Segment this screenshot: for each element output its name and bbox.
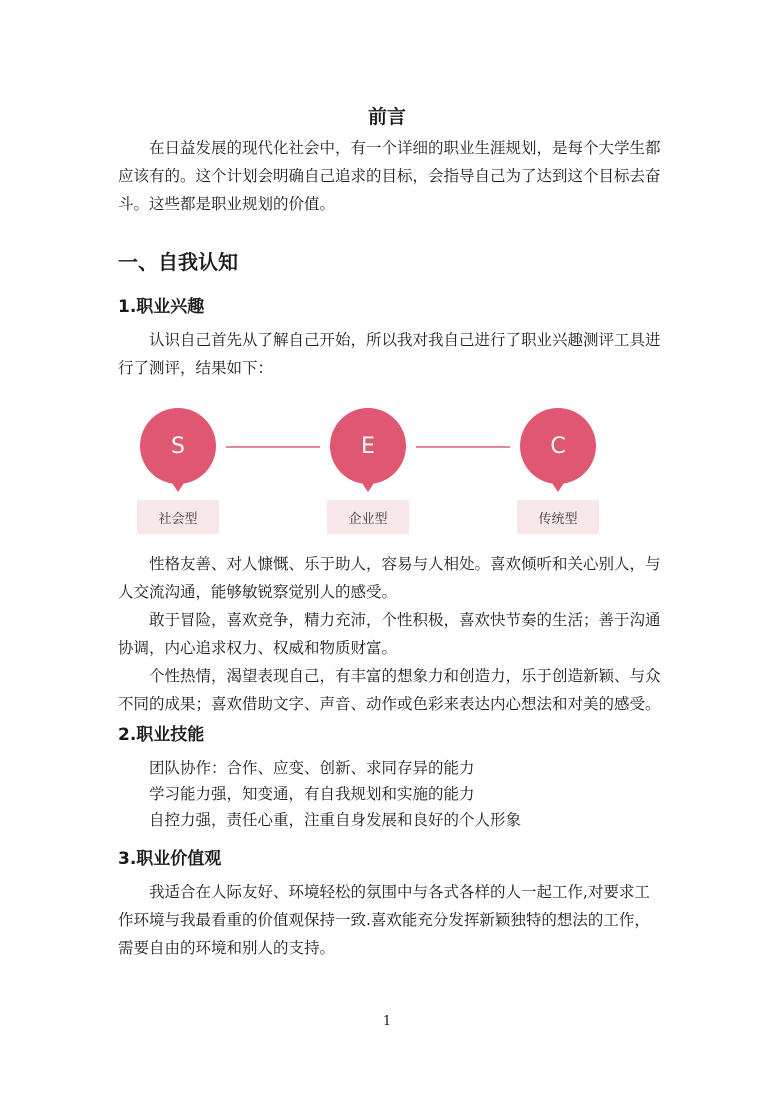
connector-line [416, 446, 510, 448]
page-title: 前言 [367, 106, 406, 128]
interest-node-e [330, 408, 406, 492]
node-label: 企业型 [327, 500, 409, 534]
interest-node-c [520, 408, 596, 492]
preface-paragraph: 在日益发展的现代化社会中，有一个详细的职业生涯规划，是每个大学生都应该有的。这个计划会明确自己追求的目标，会指导自己为了达到这个目标去奋斗。这些都是职业规划的价值。 [118, 139, 661, 213]
interest-description: 敢于冒险，喜欢竞争，精力充沛，个性积极，喜欢快节奏的生活；善于沟通协调，内心追求权力、权威和物质财富。 [118, 611, 661, 657]
values-paragraph: 我适合在人际友好、环境轻松的氛围中与各式各样的人一起工作,对要求工作环境与我最看重的价值观保持一致.喜欢能充分发挥新颖独特的想法的工作，需要自由的环境和别人的支持。 [118, 883, 650, 957]
node-circle [520, 408, 596, 484]
subsection-heading-skills: 2.职业技能 [118, 725, 205, 745]
node-label: 社会型 [137, 500, 219, 534]
interest-description: 性格友善、对人慷慨、乐于助人，容易与人相处。喜欢倾听和关心别人，与人交流沟通，能够敏锐察觉别人的感受。 [118, 555, 661, 601]
interest-description: 个性热情，渴望表现自己，有丰富的想象力和创造力，乐于创造新颖、与众不同的成果；喜欢借助文字、声音、动作或色彩来表达内心想法和对美的感受。 [118, 667, 661, 713]
node-circle [330, 408, 406, 484]
page-number: 1 [382, 1014, 392, 1029]
connector-line [226, 446, 320, 448]
node-letter: E [361, 433, 375, 459]
subsection-heading-values: 3.职业价值观 [118, 849, 222, 869]
subsection-heading-interest: 1.职业兴趣 [118, 297, 205, 317]
skill-item: 自控力强，责任心重，注重自身发展和良好的个人形象 [149, 811, 522, 829]
node-letter: C [550, 433, 566, 459]
interest-node-s [140, 408, 216, 492]
section-heading: 一、自我认知 [118, 250, 238, 274]
interest-intro: 认识自己首先从了解自己开始，所以我对我自己进行了职业兴趣测评工具进行了测评，结果如下： [118, 331, 661, 377]
node-letter: S [171, 433, 185, 459]
skill-item: 团队协作：合作、应变、创新、求同存异的能力 [149, 759, 475, 777]
node-circle [140, 408, 216, 484]
node-label: 传统型 [517, 500, 599, 534]
interest-diagram [130, 400, 610, 550]
skill-item: 学习能力强，知变通，有自我规划和实施的能力 [149, 785, 475, 803]
